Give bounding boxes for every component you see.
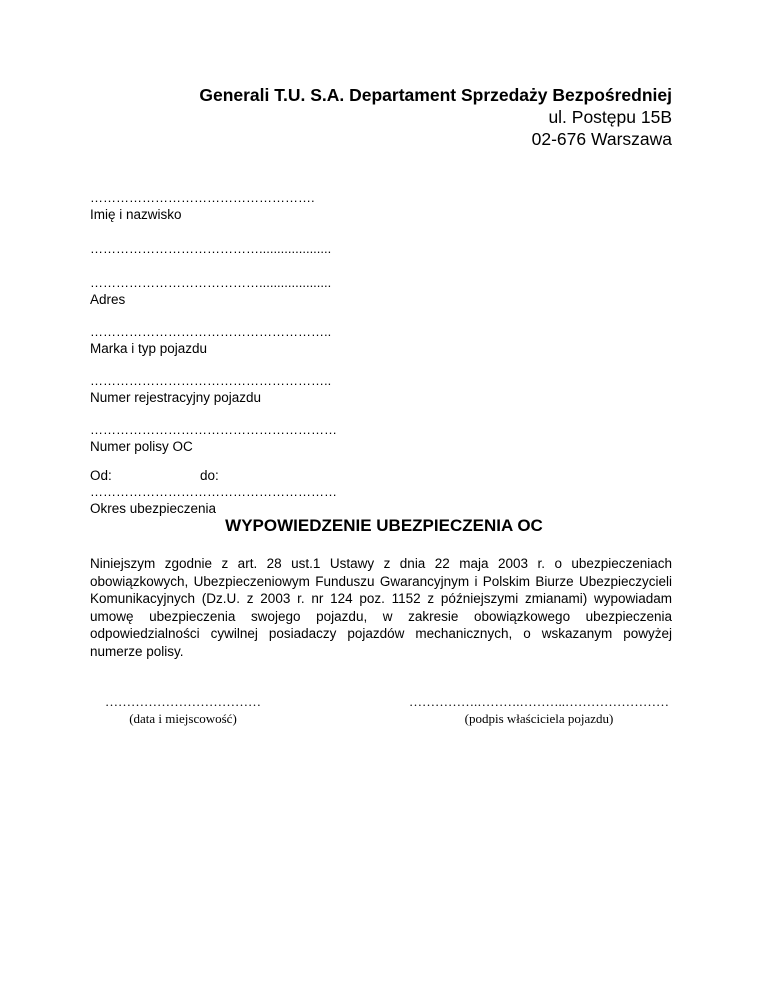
address-dotted-line-2: ………………………………….................... [90, 275, 332, 290]
sender-fields [90, 190, 380, 517]
vehicle-label: Marka i typ pojazdu [90, 341, 208, 356]
date-place-signature [88, 694, 278, 727]
date-place-caption: (data i miejscowość) [129, 711, 237, 726]
registration-label: Numer rejestracyjny pojazdu [90, 390, 262, 405]
date-dotted-line: ……………………………… [105, 694, 261, 709]
body-paragraph: Niniejszym zgodnie z art. 28 ust.1 Ustawy z dnia 22 maja 2003 r. o ubezpieczeniach obowiązkowych, Ubezpieczeniowym Funduszu Gwarancyjnym i Polskim Biurze Ubezpieczycieli Komunikacyjnych (Dz.U. z 2003 r. nr 124 poz. 1152 z późniejszymi zmianami) wypowiadam umowę ubezpieczenia swojego pojazdu, w zakresie obowiązkowego ubezpieczenia odpowiedzialności cywilnej posiadaczy pojazdów mechanicznych, o wskazanym powyżej numerze polisy. [90, 556, 672, 659]
owner-signature-caption: (podpis właściciela pojazdu) [464, 711, 614, 726]
document-title: WYPOWIEDZENIE UBEZPIECZENIA OC [225, 516, 543, 535]
recipient-street: ul. Postępu 15B [548, 107, 672, 127]
policy-dotted-line: ………………………………………………… [90, 422, 337, 437]
period-label: Okres ubezpieczenia [90, 501, 217, 516]
recipient-city: 02-676 Warszawa [531, 129, 672, 149]
name-label: Imię i nazwisko [90, 207, 182, 222]
period-dotted-line: ………………………………………………… [90, 484, 337, 499]
policy-label: Numer polisy OC [90, 439, 193, 454]
address-label: Adres [90, 292, 126, 307]
registration-dotted-line: ……………………………………………….. [90, 373, 332, 388]
owner-signature [408, 694, 670, 727]
recipient-address [199, 84, 672, 150]
period-to-label: do: [200, 468, 219, 483]
owner-signature-dotted-line: …………….……….………..…………………… [409, 694, 669, 709]
address-dotted-line-1: ………………………………….................... [90, 241, 332, 256]
period-row [90, 467, 380, 484]
recipient-name: Generali T.U. S.A. Departament Sprzedaży Bezpośredniej [199, 85, 672, 105]
period-from-label: Od: [90, 468, 112, 483]
name-dotted-line: ……………………………………………. [90, 190, 315, 205]
vehicle-dotted-line: ……………………………………………….. [90, 324, 332, 339]
